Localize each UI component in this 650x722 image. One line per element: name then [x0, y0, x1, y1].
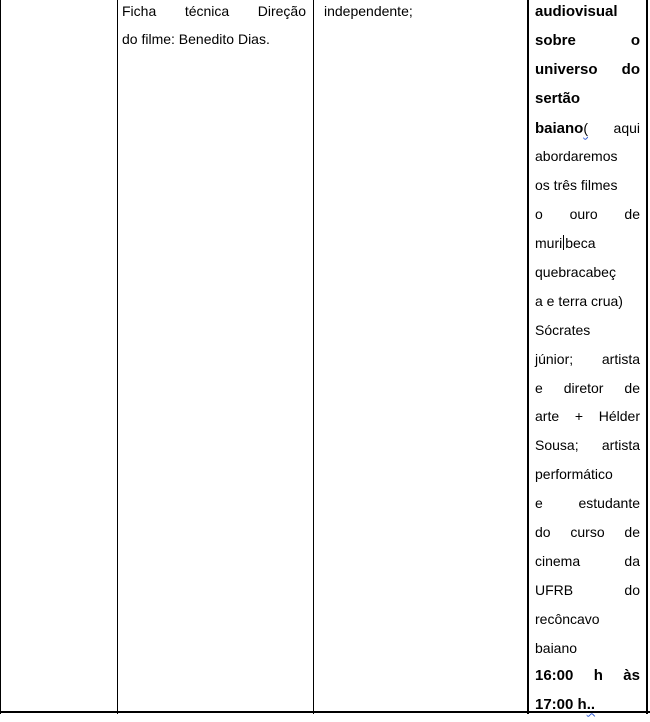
table-cell-independent: [324, 0, 510, 29]
text-word: o: [630, 31, 640, 49]
spellcheck-mark: (: [583, 119, 589, 136]
text-word: 16:00: [535, 667, 574, 685]
text-word: Ficha: [122, 3, 157, 19]
table-divider-3: [527, 0, 529, 714]
text-word: h: [593, 667, 603, 685]
text-word: sobre: [535, 31, 576, 49]
text-line: do filme: Benedito Dias.: [122, 31, 270, 47]
text-line: abordaremos: [535, 148, 618, 165]
text-word: beca: [565, 235, 596, 252]
text-word: do: [621, 60, 640, 78]
text-line: baiano: [535, 639, 578, 656]
text-word: de: [624, 524, 640, 541]
text-word: da: [624, 552, 640, 569]
text-word: curso: [570, 524, 605, 541]
text-line: sertão: [535, 89, 581, 107]
table-divider-1: [117, 0, 118, 714]
table-divider-2: [313, 0, 314, 714]
text-word: e: [535, 495, 543, 512]
text-word: 17:00 h: [535, 696, 587, 714]
text-word: técnica: [184, 3, 230, 19]
text-word: estudante: [578, 495, 640, 512]
text-word: universo: [535, 60, 598, 78]
text-word: diretor: [563, 379, 604, 396]
text-line: quebracabeç: [535, 264, 616, 281]
text-word: e: [535, 379, 543, 396]
text-word: Sousa;: [535, 437, 579, 454]
text-word: do: [624, 581, 640, 598]
table-border-left: [0, 0, 1, 714]
text-line: os três filmes: [535, 177, 618, 194]
text-line: a e terra crua): [535, 292, 623, 309]
text-word: ouro: [569, 206, 598, 223]
text-word: Direção: [257, 3, 306, 19]
text-word: artista: [601, 350, 640, 367]
text-word: UFRB: [535, 581, 574, 598]
spellcheck-mark: ..: [586, 696, 596, 714]
text-word: cinema: [535, 552, 581, 569]
text-word: Hélder: [598, 408, 640, 425]
text-word: artista: [601, 437, 640, 454]
text-word: às: [623, 667, 640, 685]
text-line: performático: [535, 466, 613, 483]
text-word: baiano: [535, 119, 584, 137]
text-word: aqui: [613, 119, 640, 136]
text-line: independente;: [324, 3, 413, 19]
text-word: de: [624, 206, 640, 223]
text-line: audiovisual: [535, 3, 618, 20]
text-word: o: [535, 206, 543, 223]
text-word: do: [535, 524, 551, 541]
text-word: de: [624, 379, 640, 396]
text-line: recôncavo: [535, 610, 600, 627]
text-word: arte: [535, 408, 560, 425]
text-word: muri: [535, 235, 563, 252]
table-cell-program-description: [535, 0, 640, 722]
table-border-right: [646, 0, 648, 714]
text-word: +: [574, 408, 584, 425]
text-line: Sócrates: [535, 321, 591, 338]
table-cell-film-credits: [122, 0, 306, 56]
text-word: júnior;: [535, 350, 574, 367]
